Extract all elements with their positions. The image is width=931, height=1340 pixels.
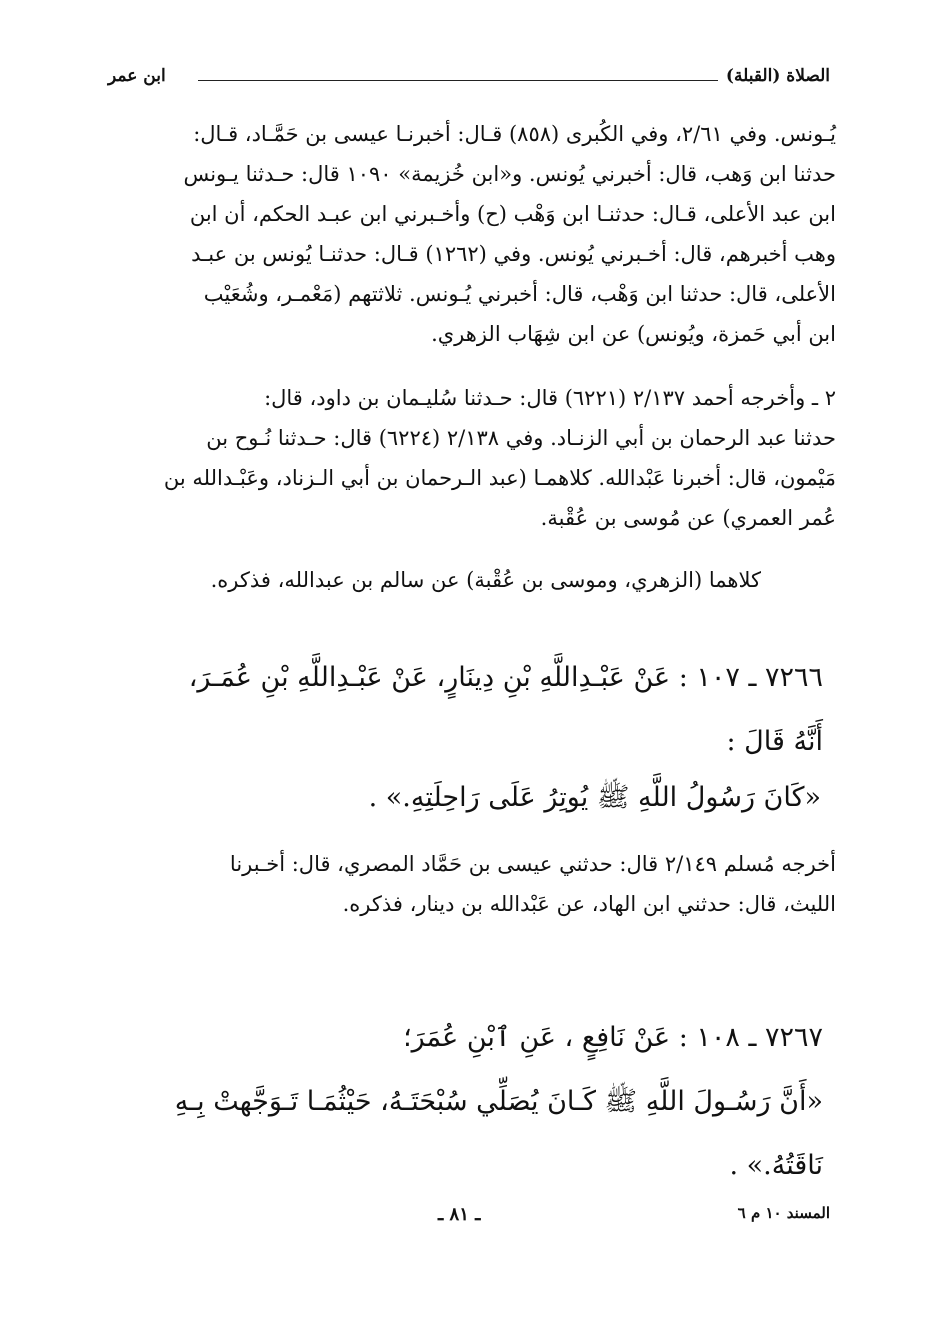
source-line: أخرجه مُسلم ٢/١٤٩ قال: حدثني عيسى بن حَمَّاد المصري، قال: أخـبرنا xyxy=(229,852,836,876)
hadith-107-line1: ٧٢٦٦ ـ ١٠٧ : عَنْ عَبْـدِاللَّهِ بْنِ دِينَارٍ، عَنْ عَبْـدِاللَّهِ بْنِ عُمَـرَ، xyxy=(188,662,823,693)
hadith-108-text xyxy=(95,1070,823,1198)
header-rule xyxy=(198,80,718,81)
footnote-line: ابن أبي حَمزة، ويُونس) عن ابن شِهَاب الزهري. xyxy=(431,322,836,346)
hadith-108-chain: ٧٢٦٧ ـ ١٠٨ : عَنْ نَافِعٍ ، عَنِ ٱبْنِ عُمَرَ؛ xyxy=(403,1022,823,1053)
source-line: الليث، قال: حدثني ابن الهاد، عن عَبْدالله بن دينار، فذكره. xyxy=(342,892,836,916)
chapter-title: الصلاة (القبلة) xyxy=(725,66,830,86)
footnote-line: الأعلى، قال: حدثنا ابن وَهْب، قال: أخبرني يُـونس. ثلاثتهم (مَعْمـر، وشُعَيْب xyxy=(203,282,836,306)
footnote-block-2 xyxy=(108,378,836,538)
footnote-block-1 xyxy=(108,114,836,354)
hadith-107-chain xyxy=(95,646,823,774)
footnote-line: مَيْمون، قال: أخبرنا عَبْدالله. كلاهمـا (عبد الـرحمان بن أبي الـزناد، وعَبْـدالله بن xyxy=(163,466,836,490)
page-footer xyxy=(108,1204,830,1234)
hadith-108-text-line: نَاقَتُهُ.» . xyxy=(729,1150,823,1181)
footnote-line: عُمر العمري) عن مُوسى بن عُقْبة. xyxy=(540,506,836,530)
section-title: ابن عمر xyxy=(108,66,166,86)
footnote-line: ٢ ـ وأخرجه أحمد ٢/١٣٧ (٦٢٢١) قال: حـدثنا سُليـمان بن داود، قال: xyxy=(264,386,836,410)
hadith-108-text-line: «أَنَّ رَسُـولَ اللَّهِ ﷺ كَـانَ يُصَلِّي سُبْحَتَـهُ، حَيْثُمَـا تَـوَجَّهتْ بِـهِ xyxy=(174,1086,823,1117)
hadith-107-text: «كَانَ رَسُولُ اللَّهِ ﷺ يُوتِرُ عَلَى رَاحِلَتِهِ.» . xyxy=(368,782,821,813)
footnote-line: حدثنا عبد الرحمان بن أبي الزنـاد. وفي ٢/١٣٨ (٦٢٢٤) قال: حـدثنا نُـوح بن xyxy=(206,426,836,450)
running-header xyxy=(108,66,830,96)
hadith-107-source xyxy=(108,844,836,924)
footnote-line: حدثنا ابن وَهب، قال: أخبرني يُونس. و«ابن خُزيمة» ١٠٩٠ قال: حـدثنا يـونس xyxy=(183,162,836,186)
hadith-107-line2: أَنَّهُ قَالَ : xyxy=(726,726,823,757)
footnote-line: ابن عبد الأعلى، قـال: حدثنـا ابن وَهْب (ح) وأخـبرني ابن عبـد الحكم، أن ابن xyxy=(189,202,836,226)
footnote-line: وهب أخبرهم، قال: أخـبرني يُونس. وفي (١٢٦٢) قـال: حدثنـا يُونس بن عبـد xyxy=(191,242,836,266)
signature-mark: المسند ١٠ م ٦ xyxy=(737,1204,830,1222)
page-number: ـ ٨١ ـ xyxy=(438,1204,481,1225)
footnote-line: يُـونس. وفي ٢/٦١، وفي الكُبرى (٨٥٨) قـال: أخبرنـا عيسى بن حَمَّـاد، قـال: xyxy=(193,122,836,146)
conclusion-line: كلاهما (الزهري، وموسى بن عُقْبة) عن سالم بن عبدالله، فذكره. xyxy=(210,568,761,592)
